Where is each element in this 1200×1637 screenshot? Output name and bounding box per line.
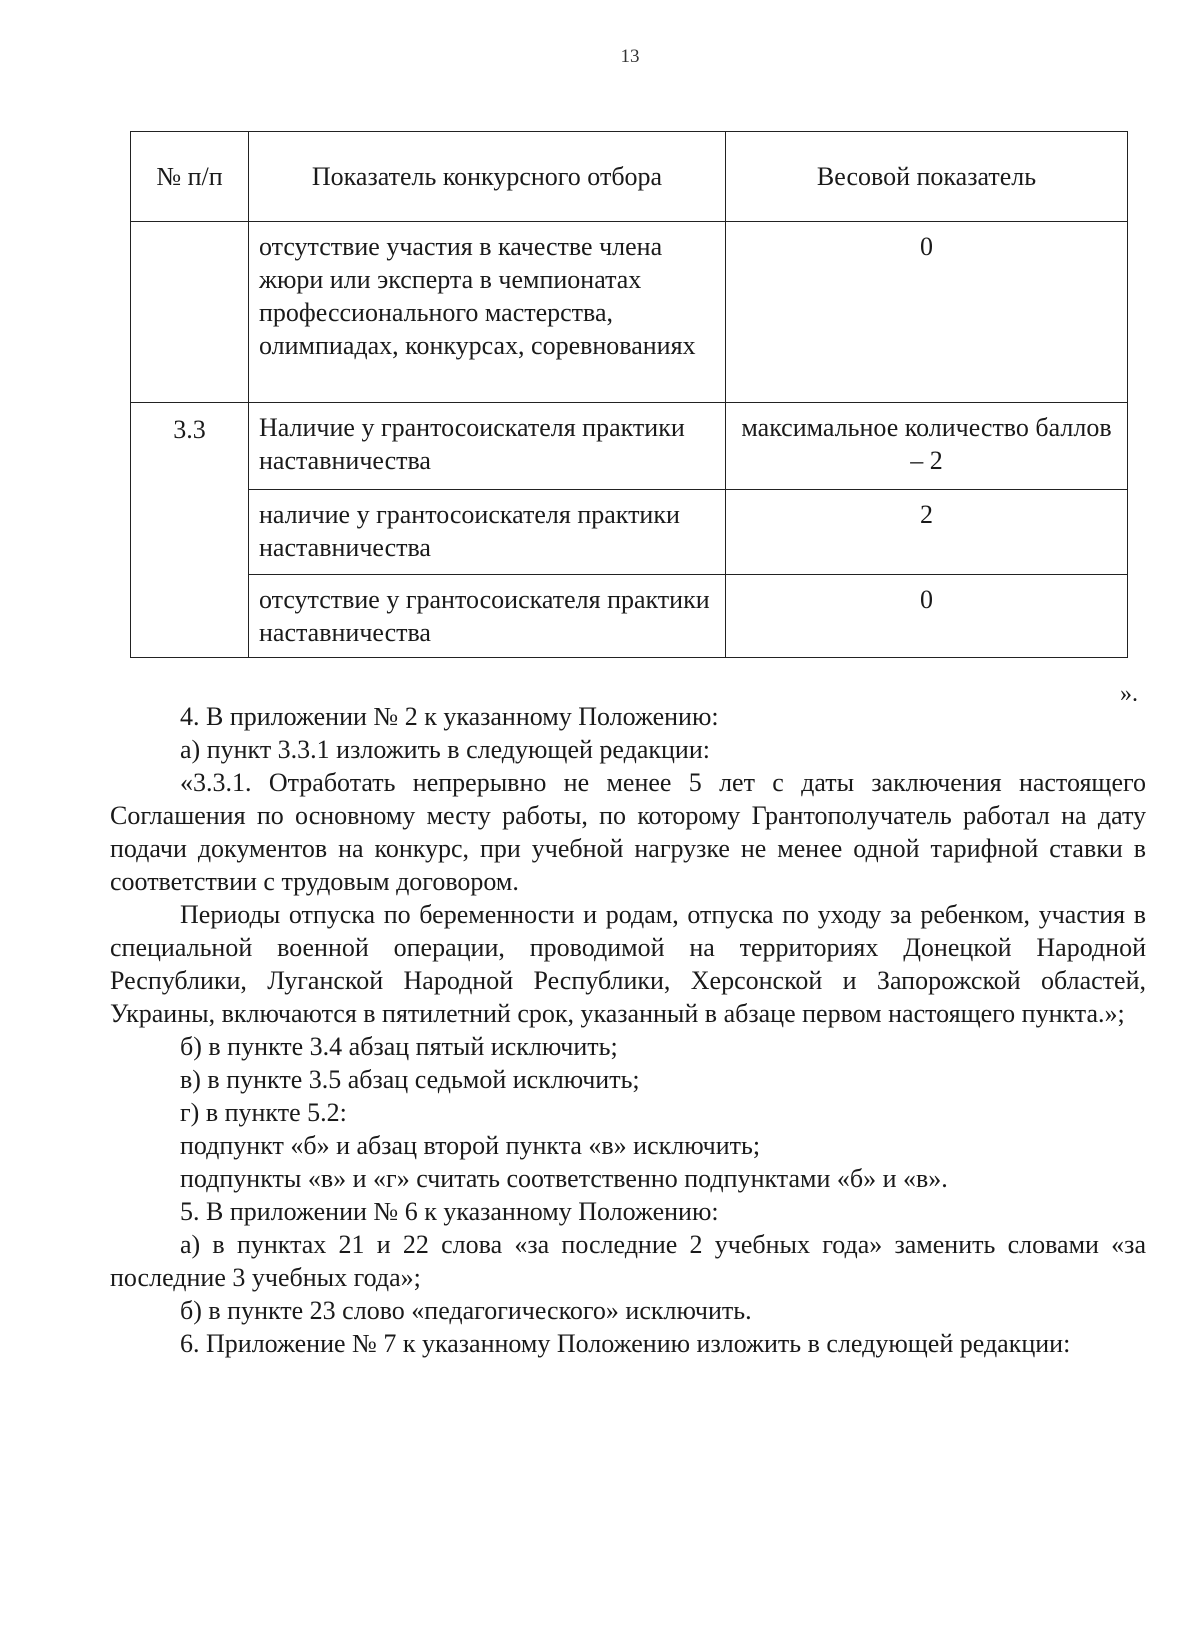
header-indicator: Показатель конкурсного отбора — [249, 132, 726, 222]
paragraph-item-4: 4. В приложении № 2 к указанному Положению: — [180, 702, 719, 731]
row-indicator: Наличие у грантосоискателя практики наставничества — [249, 403, 726, 490]
paragraph-subitem-a: а) пункт 3.3.1 изложить в следующей редакции: — [180, 735, 710, 764]
row-indicator: наличие у грантосоискателя практики наставничества — [249, 490, 726, 575]
row-weight: 2 — [726, 490, 1128, 575]
row-num — [131, 222, 249, 403]
page-number: 13 — [620, 46, 640, 67]
table-row — [131, 575, 1128, 658]
paragraph-periods: Периоды отпуска по беременности и родам, отпуска по уходу за ребенком, участия в специальной военной операции, проводимой на территориях Донецкой Народной Республики, Луганской Народной Республики, Херсонской и Запорожской областей, Украины, включаются в пятилетний срок, указанный в абзаце первом настоящего пункта.»; — [110, 900, 1146, 1028]
document-body — [110, 700, 1146, 1360]
paragraph-item-5-b: б) в пункте 23 слово «педагогического» исключить. — [180, 1296, 752, 1325]
closing-quote: ». — [1120, 681, 1138, 707]
paragraph-item-6: 6. Приложение № 7 к указанному Положению изложить в следующей редакции: — [180, 1329, 1071, 1358]
table-row — [131, 222, 1128, 403]
paragraph-subpoint-rename: подпункты «в» и «г» считать соответственно подпунктами «б» и «в». — [180, 1164, 948, 1193]
paragraph-subitem-b: б) в пункте 3.4 абзац пятый исключить; — [180, 1032, 618, 1061]
table-row — [131, 490, 1128, 575]
row-indicator: отсутствие участия в качестве члена жюри или эксперта в чемпионатах профессионального мастерства, олимпиадах, конкурсах, соревнованиях — [249, 222, 726, 403]
table-header-row — [131, 132, 1128, 222]
row-weight: 0 — [726, 222, 1128, 403]
paragraph-item-5: 5. В приложении № 6 к указанному Положению: — [180, 1197, 719, 1226]
row-weight: 0 — [726, 575, 1128, 658]
row-indicator: отсутствие у грантосоискателя практики наставничества — [249, 575, 726, 658]
criteria-table — [130, 131, 1128, 658]
header-weight: Весовой показатель — [726, 132, 1128, 222]
row-weight: максимальное количество баллов – 2 — [726, 403, 1128, 490]
paragraph-quoted-3-3-1: «3.3.1. Отработать непрерывно не менее 5 лет с даты заключения настоящего Соглашения по основному месту работы, по которому Грантополучатель работал на дату подачи документов на конкурс, при учебной нагрузке не менее одной тарифной ставки в соответствии с трудовым договором. — [110, 768, 1146, 896]
table-row — [131, 403, 1128, 490]
row-num: 3.3 — [131, 403, 249, 658]
paragraph-item-5-a: а) в пунктах 21 и 22 слова «за последние 2 учебных года» заменить словами «за последние 3 учебных года»; — [110, 1230, 1146, 1292]
paragraph-subitem-g: г) в пункте 5.2: — [180, 1098, 347, 1127]
paragraph-subpoint-exclude: подпункт «б» и абзац второй пункта «в» исключить; — [180, 1131, 761, 1160]
header-num: № п/п — [131, 132, 249, 222]
paragraph-subitem-v: в) в пункте 3.5 абзац седьмой исключить; — [180, 1065, 640, 1094]
